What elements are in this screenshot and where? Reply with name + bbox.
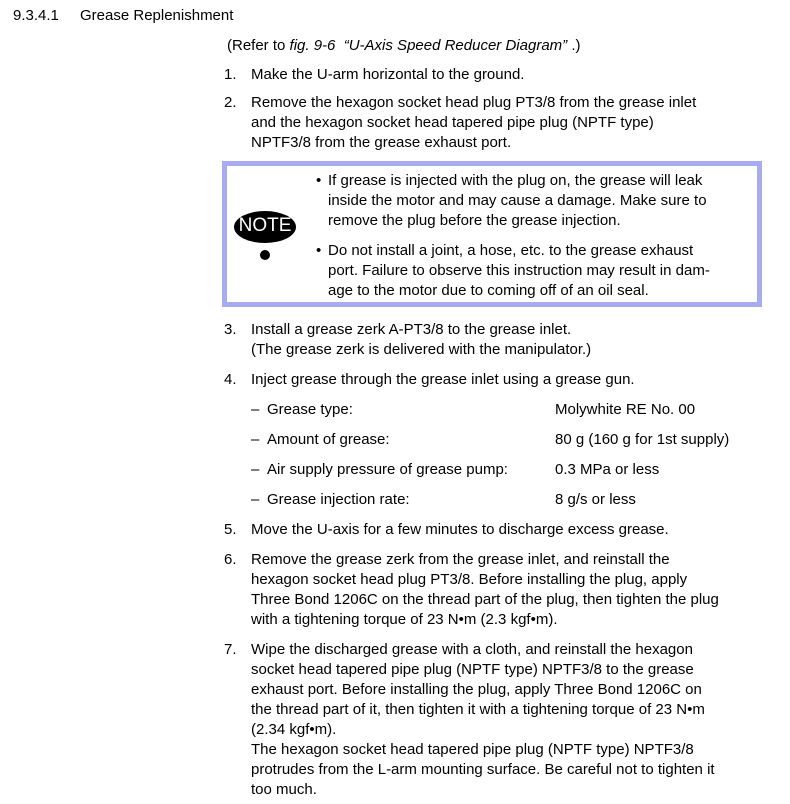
step-text: Install a grease zerk A-PT3/8 to the grease inlet. [251,321,572,338]
step-text: The hexagon socket head tapered pipe plug (NPTF type) NPTF3/8 [251,741,694,758]
step-text: NPTF3/8 from the grease exhaust port. [251,134,512,151]
step-text: (The grease zerk is delivered with the manipulator.) [251,341,592,358]
step-number: 5. [224,521,237,538]
step-text: Make the U-arm horizontal to the ground. [251,66,525,83]
spec-value: 0.3 MPa or less [555,461,660,478]
note-bullet: • [316,172,322,189]
step-number: 3. [224,321,237,338]
refer-caption: “U-Axis Speed Reducer Diagram” [343,37,568,54]
note-text: remove the plug before the grease injection. [328,212,621,229]
step-text: with a tightening torque of 23 N•m (2.3 kgf•m). [251,611,558,628]
step-text: socket head tapered pipe plug (NPTF type) NPTF3/8 to the grease [251,661,694,678]
spec-label: Amount of grease: [267,431,390,448]
spec-dash: – [251,401,260,418]
note-badge-label: NOTE [238,215,292,236]
step-text: too much. [251,781,317,798]
note-text: Do not install a joint, a hose, etc. to the grease exhaust [328,242,694,259]
note-text: If grease is injected with the plug on, the grease will leak [328,172,703,189]
step-text: hexagon socket head plug PT3/8. Before installing the plug, apply [251,571,688,588]
spec-label: Air supply pressure of grease pump: [267,461,508,478]
refer-line [227,37,581,54]
spec-value: Molywhite RE No. 00 [555,401,696,418]
refer-suffix: .) [567,37,581,54]
step-text: Remove the hexagon socket head plug PT3/8 from the grease inlet [251,94,697,111]
step-text: Remove the grease zerk from the grease inlet, and reinstall the [251,551,670,568]
note-badge [233,210,297,244]
step-number: 2. [224,94,237,111]
step-number: 7. [224,641,237,658]
spec-dash: – [251,461,260,478]
refer-fig: fig. 9-6 [289,37,336,54]
step-text: Wipe the discharged grease with a cloth, and reinstall the hexagon [251,641,693,658]
section-title: Grease Replenishment [80,7,234,24]
spec-value: 80 g (160 g for 1st supply) [555,431,730,448]
spec-label: Grease injection rate: [267,491,410,508]
step-text: the thread part of it, then tighten it with a tightening torque of 23 N•m [251,701,705,718]
spec-dash: – [251,431,260,448]
refer-prefix: (Refer to [227,37,290,54]
step-text: exhaust port. Before installing the plug, apply Three Bond 1206C on [251,681,702,698]
step-number: 1. [224,66,237,83]
note-text: age to the motor due to coming off of an oil seal. [328,282,649,299]
step-text: Three Bond 1206C on the thread part of the plug, then tighten the plug [251,591,719,608]
step-text: (2.34 kgf•m). [251,721,337,738]
step-number: 6. [224,551,237,568]
step-text: and the hexagon socket head tapered pipe plug (NPTF type) [251,114,654,131]
step-text: protrudes from the L-arm mounting surface. Be careful not to tighten it [251,761,715,778]
section-number: 9.3.4.1 [13,7,59,24]
step-text: Inject grease through the grease inlet using a grease gun. [251,371,635,388]
step-number: 4. [224,371,237,388]
spec-dash: – [251,491,260,508]
spec-value: 8 g/s or less [555,491,636,508]
step-text: Move the U-axis for a few minutes to discharge excess grease. [251,521,669,538]
note-bullet: • [316,242,322,259]
note-text: inside the motor and may cause a damage. Make sure to [328,192,707,209]
note-text: port. Failure to observe this instruction may result in dam- [328,262,710,279]
spec-label: Grease type: [267,401,353,418]
